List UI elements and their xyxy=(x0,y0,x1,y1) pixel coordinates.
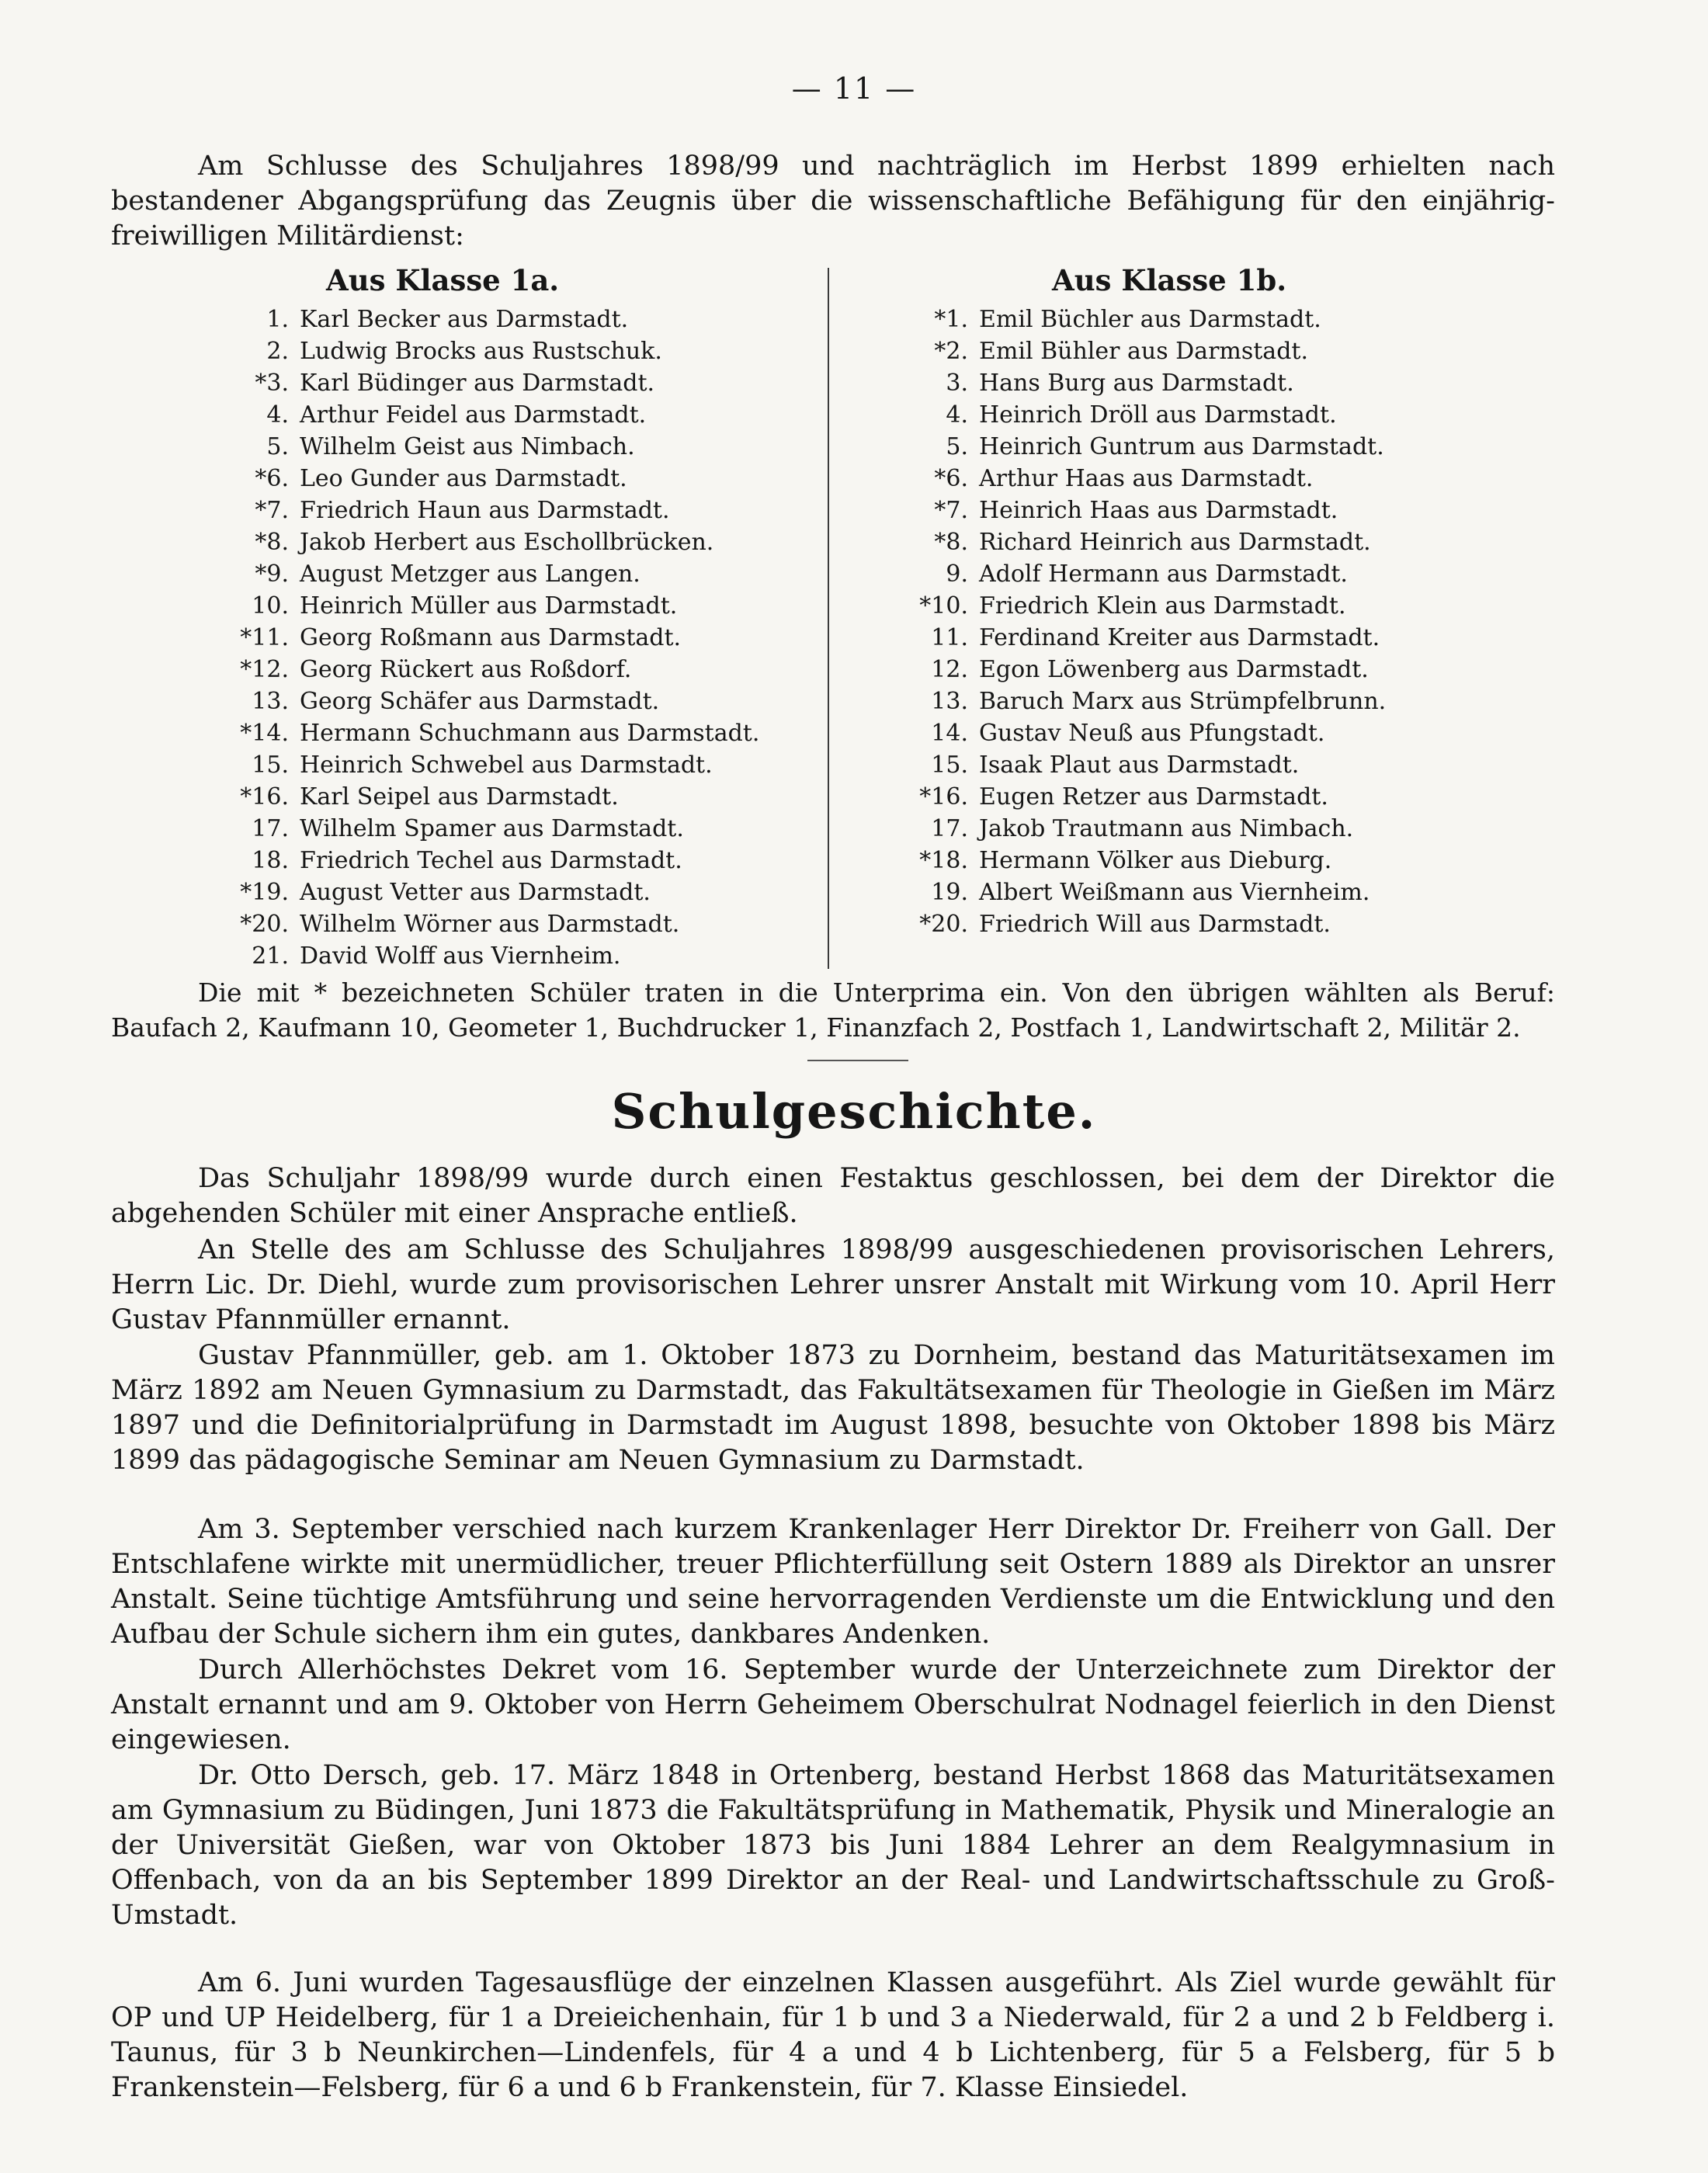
list-item-name: Emil Bühler aus Darmstadt. xyxy=(979,338,1308,365)
list-item-name: August Vetter aus Darmstadt. xyxy=(300,879,651,906)
list-item xyxy=(912,335,1502,367)
class-1a-column xyxy=(233,260,792,972)
list-item-number: 9. xyxy=(946,561,968,588)
list-item xyxy=(912,654,1502,686)
list-item-number: *20. xyxy=(240,911,289,938)
list-item-number: *6. xyxy=(934,465,968,492)
list-item-name: Heinrich Schwebel aus Darmstadt. xyxy=(300,752,713,779)
list-item xyxy=(233,431,792,463)
list-item xyxy=(912,590,1502,622)
list-item xyxy=(233,845,792,876)
list-item-number: *7. xyxy=(934,497,968,524)
list-item-name: Leo Gunder aus Darmstadt. xyxy=(300,465,627,492)
list-item-number: 12. xyxy=(931,656,968,683)
list-item-name: Hermann Schuchmann aus Darmstadt. xyxy=(300,720,760,747)
list-item-number: 14. xyxy=(931,720,968,747)
list-item xyxy=(912,399,1502,431)
class-1a-list xyxy=(233,304,792,972)
list-item xyxy=(912,526,1502,558)
list-item-name: Ludwig Brocks aus Rustschuk. xyxy=(300,338,662,365)
list-item xyxy=(912,686,1502,717)
list-item-number: *3. xyxy=(255,370,289,397)
list-item-number: 1. xyxy=(266,306,289,333)
list-item-name: Wilhelm Wörner aus Darmstadt. xyxy=(300,911,680,938)
list-item-name: Ferdinand Kreiter aus Darmstadt. xyxy=(979,624,1380,651)
list-item xyxy=(233,940,792,972)
list-item xyxy=(233,749,792,781)
list-item-number: *19. xyxy=(240,879,289,906)
list-item-name: Richard Heinrich aus Darmstadt. xyxy=(979,529,1371,556)
paragraph: An Stelle des am Schlusse des Schuljahres 1898/99 ausgeschiedenen provisorischen Lehrers, Herrn Lic. Dr. Diehl, wurde zum provisorischen Lehrer unsrer Anstalt mit Wirkung vom 10. April Herr Gustav Pfannmüller ernannt. xyxy=(111,1234,1555,1335)
list-item-number: 10. xyxy=(252,592,289,620)
list-item-name: Arthur Haas aus Darmstadt. xyxy=(979,465,1314,492)
list-item xyxy=(912,781,1502,813)
list-item xyxy=(912,717,1502,749)
list-item-number: *20. xyxy=(919,911,968,938)
list-item-name: Jakob Trautmann aus Nimbach. xyxy=(979,815,1354,842)
list-item-number: *6. xyxy=(255,465,289,492)
list-item xyxy=(233,622,792,654)
list-item-name: Baruch Marx aus Strümpfelbrunn. xyxy=(979,688,1387,715)
list-item-name: Karl Seipel aus Darmstadt. xyxy=(300,783,619,811)
list-item-number: *12. xyxy=(240,656,289,683)
paragraph: Dr. Otto Dersch, geb. 17. März 1848 in Ortenberg, bestand Herbst 1868 das Maturitätsexamen am Gymnasium zu Büdingen, Juni 1873 die Fakultätsprüfung in Mathematik, Physik und Mineralogie an der Universität Gießen, war von Oktober 1873 bis Juni 1884 Lehrer an dem Realgymnasium in Offenbach, von da an bis September 1899 Direktor an der Real- und Landwirtschaftsschule zu Groß-Umstadt. xyxy=(111,1760,1555,1931)
list-item-number: 4. xyxy=(266,401,289,429)
list-item-number: *7. xyxy=(255,497,289,524)
list-item-number: 18. xyxy=(252,847,289,874)
list-item-number: 5. xyxy=(266,433,289,460)
list-item-name: Jakob Herbert aus Eschollbrücken. xyxy=(300,529,714,556)
list-item-name: Egon Löwenberg aus Darmstadt. xyxy=(979,656,1369,683)
list-item xyxy=(233,686,792,717)
list-item xyxy=(233,526,792,558)
list-item-name: Heinrich Haas aus Darmstadt. xyxy=(979,497,1338,524)
list-item-number: 4. xyxy=(946,401,968,429)
class-1b-list xyxy=(912,304,1502,940)
list-item-name: Georg Roßmann aus Darmstadt. xyxy=(300,624,682,651)
list-item-number: *8. xyxy=(934,529,968,556)
list-item-name: Eugen Retzer aus Darmstadt. xyxy=(979,783,1328,811)
list-item-number: 5. xyxy=(946,433,968,460)
class-1b-column xyxy=(912,260,1502,940)
list-item xyxy=(233,495,792,526)
list-item-name: David Wolff aus Viernheim. xyxy=(300,942,621,970)
list-item-name: Heinrich Guntrum aus Darmstadt. xyxy=(979,433,1384,460)
column-divider xyxy=(828,268,829,969)
list-item-name: Friedrich Klein aus Darmstadt. xyxy=(979,592,1346,620)
list-item-name: August Metzger aus Langen. xyxy=(300,561,640,588)
footnote-paragraph: Die mit * bezeichneten Schüler traten in die Unterprima ein. Von den übrigen wählten als Beruf: Baufach 2, Kaufmann 10, Geometer 1, Buchdrucker 1, Finanzfach 2, Postfach 1, Landwirtschaft 2, Militär 2. xyxy=(111,977,1555,1043)
list-item xyxy=(233,717,792,749)
list-item xyxy=(233,304,792,335)
class-1a-heading: Aus Klasse 1a. xyxy=(326,263,560,297)
list-item-number: 11. xyxy=(931,624,968,651)
list-item-number: 3. xyxy=(946,370,968,397)
list-item xyxy=(233,558,792,590)
list-item-name: Karl Becker aus Darmstadt. xyxy=(300,306,629,333)
list-item xyxy=(912,813,1502,845)
list-item-number: 17. xyxy=(931,815,968,842)
list-item-name: Hans Burg aus Darmstadt. xyxy=(979,370,1294,397)
list-item xyxy=(912,431,1502,463)
list-item-name: Wilhelm Spamer aus Darmstadt. xyxy=(300,815,684,842)
list-item xyxy=(912,558,1502,590)
list-item-number: 19. xyxy=(931,879,968,906)
list-item-number: *10. xyxy=(919,592,968,620)
list-item xyxy=(912,622,1502,654)
list-item-name: Karl Büdinger aus Darmstadt. xyxy=(300,370,655,397)
list-item-name: Gustav Neuß aus Pfungstadt. xyxy=(979,720,1325,747)
list-item-number: *8. xyxy=(255,529,289,556)
list-item-name: Georg Rückert aus Roßdorf. xyxy=(300,656,632,683)
list-item xyxy=(233,908,792,940)
list-item xyxy=(233,367,792,399)
list-item xyxy=(912,908,1502,940)
list-item-name: Emil Büchler aus Darmstadt. xyxy=(979,306,1321,333)
list-item xyxy=(912,304,1502,335)
list-item xyxy=(233,335,792,367)
list-item-name: Arthur Feidel aus Darmstadt. xyxy=(300,401,647,429)
list-item-number: 13. xyxy=(931,688,968,715)
list-item-name: Georg Schäfer aus Darmstadt. xyxy=(300,688,660,715)
list-item xyxy=(233,654,792,686)
list-item-number: 17. xyxy=(252,815,289,842)
list-item-number: 13. xyxy=(252,688,289,715)
paragraph: Gustav Pfannmüller, geb. am 1. Oktober 1873 zu Dornheim, bestand das Maturitätsexamen im März 1892 am Neuen Gymnasium zu Darmstadt, das Fakultätsexamen für Theologie in Gießen im März 1897 und die Definitorialprüfung in Darmstadt im August 1898, besuchte von Oktober 1898 bis März 1899 das pädagogische Seminar am Neuen Gymnasium zu Darmstadt. xyxy=(111,1340,1555,1476)
list-item xyxy=(233,399,792,431)
section-title: Schulgeschichte. xyxy=(611,1083,1097,1140)
list-item xyxy=(912,495,1502,526)
list-item-number: *16. xyxy=(240,783,289,811)
paragraph: Am 6. Juni wurden Tagesausflüge der einzelnen Klassen ausgeführt. Als Ziel wurde gewählt für OP und UP Heidelberg, für 1 a Dreieichenhain, für 1 b und 3 a Niederwald, für 2 a und 2 b Feldberg i. Taunus, für 3 b Neunkirchen—Lindenfels, für 4 a und 4 b Lichtenberg, für 5 a Felsberg, für 5 b Frankenstein—Felsberg, für 6 a und 6 b Frankenstein, für 7. Klasse Einsiedel. xyxy=(111,1967,1555,2103)
list-item xyxy=(912,367,1502,399)
section-rule xyxy=(807,1060,908,1061)
paragraph: Am 3. September verschied nach kurzem Krankenlager Herr Direktor Dr. Freiherr von Gall. Der Entschlafene wirkte mit unermüdlicher, treuer Pflichterfüllung seit Ostern 1889 als Direktor an unsrer Anstalt. Seine tüchtige Amtsführung und seine hervorragenden Verdienste um die Entwicklung und den Aufbau der Schule sichern ihm ein gutes, dankbares Andenken. xyxy=(111,1514,1555,1650)
list-item xyxy=(233,813,792,845)
paragraph: Durch Allerhöchstes Dekret vom 16. September wurde der Unterzeichnete zum Direktor der Anstalt ernannt und am 9. Oktober von Herrn Geheimem Oberschulrat Nodnagel feierlich in den Dienst eingewiesen. xyxy=(111,1654,1555,1755)
list-item xyxy=(233,590,792,622)
paragraph: Das Schuljahr 1898/99 wurde durch einen Festaktus geschlossen, bei dem der Direktor die abgehenden Schüler mit einer Ansprache entließ. xyxy=(111,1163,1555,1229)
list-item-name: Isaak Plaut aus Darmstadt. xyxy=(979,752,1300,779)
list-item-name: Friedrich Will aus Darmstadt. xyxy=(979,911,1331,938)
list-item-number: 21. xyxy=(252,942,289,970)
list-item-name: Friedrich Techel aus Darmstadt. xyxy=(300,847,682,874)
list-item xyxy=(912,876,1502,908)
list-item xyxy=(912,845,1502,876)
list-item-number: 15. xyxy=(931,752,968,779)
list-item-number: *18. xyxy=(919,847,968,874)
list-item-name: Adolf Hermann aus Darmstadt. xyxy=(979,561,1348,588)
list-item xyxy=(912,749,1502,781)
list-item-name: Heinrich Dröll aus Darmstadt. xyxy=(979,401,1337,429)
list-item-number: *11. xyxy=(240,624,289,651)
intro-paragraph: Am Schlusse des Schuljahres 1898/99 und nachträglich im Herbst 1899 erhielten nach bestandener Abgangsprüfung das Zeugnis über die wissenschaftliche Befähigung für den einjährig-freiwilligen Militärdienst: xyxy=(111,151,1555,252)
list-item xyxy=(233,463,792,495)
list-item-name: Albert Weißmann aus Viernheim. xyxy=(979,879,1370,906)
list-item xyxy=(233,781,792,813)
list-item-number: *2. xyxy=(934,338,968,365)
page-number: — 11 — xyxy=(791,71,917,106)
list-item-number: 2. xyxy=(266,338,289,365)
list-item-number: *16. xyxy=(919,783,968,811)
class-1b-heading: Aus Klasse 1b. xyxy=(1052,263,1287,297)
list-item-name: Hermann Völker aus Dieburg. xyxy=(979,847,1332,874)
list-item-number: *1. xyxy=(934,306,968,333)
list-item-name: Friedrich Haun aus Darmstadt. xyxy=(300,497,670,524)
list-item-number: *14. xyxy=(240,720,289,747)
list-item xyxy=(233,876,792,908)
list-item xyxy=(912,463,1502,495)
list-item-number: 15. xyxy=(252,752,289,779)
list-item-number: *9. xyxy=(255,561,289,588)
list-item-name: Wilhelm Geist aus Nimbach. xyxy=(300,433,635,460)
list-item-name: Heinrich Müller aus Darmstadt. xyxy=(300,592,678,620)
